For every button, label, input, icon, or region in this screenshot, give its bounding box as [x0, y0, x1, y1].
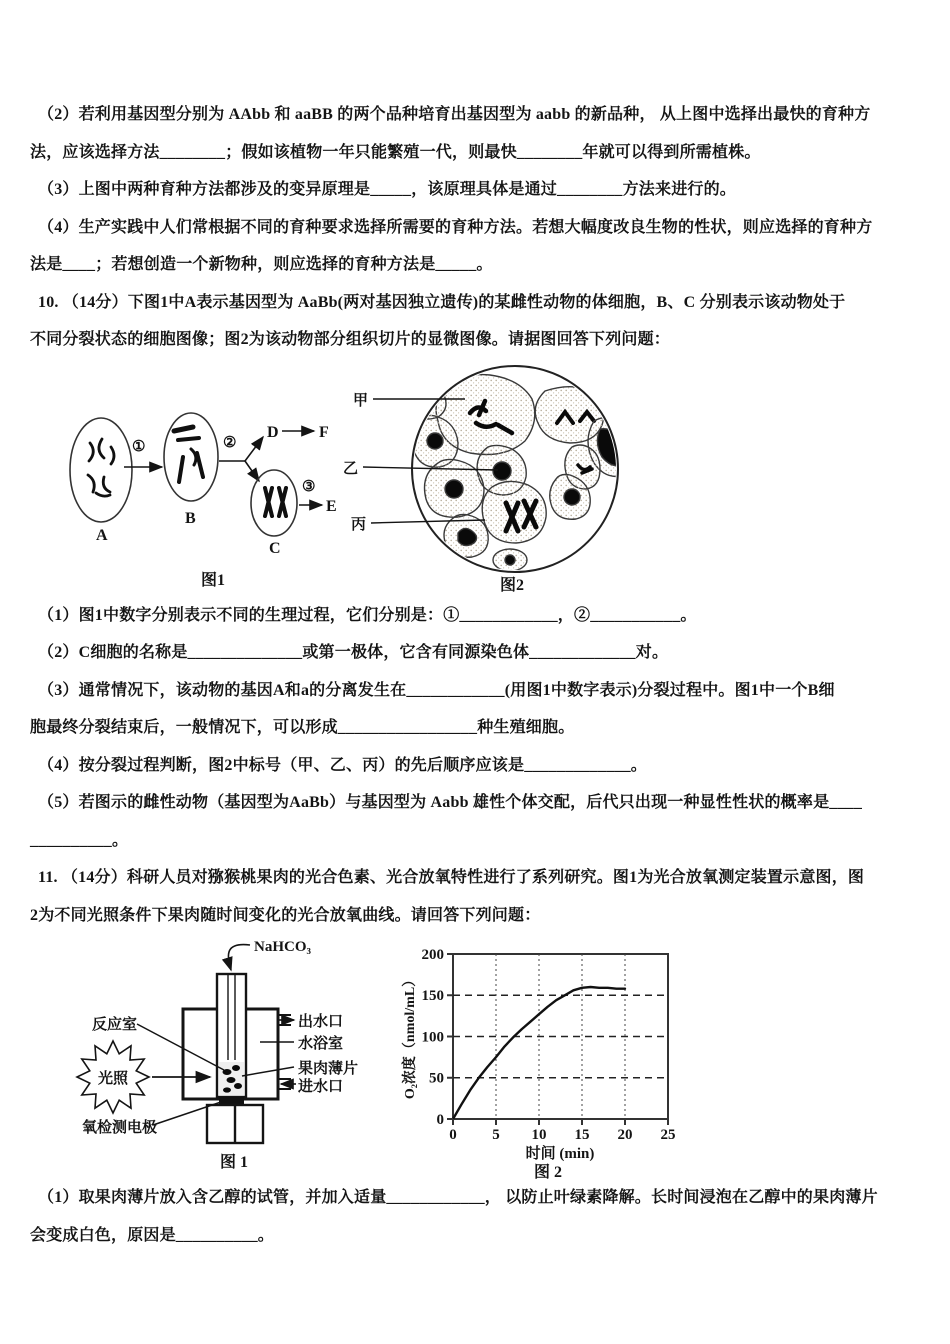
- node-f-label: F: [319, 423, 329, 441]
- text-line: （2）若利用基因型分别为 AAbb 和 aaBB 的两个品种培育出基因型为 aabb 的新品种， 从上图中选择出最快的育种方: [38, 106, 871, 123]
- axis-ticks: [447, 954, 668, 1125]
- text-line: （3）通常情况下，该动物的基因A和a的分离发生在____________(用图1中数字表示)分裂过程中。图1中一个B细: [38, 681, 835, 699]
- outlet-label: 出水口: [298, 1014, 344, 1030]
- text-line: 胞最终分裂结束后，一般情况下，可以形成_________________种生殖细胞。: [30, 719, 575, 736]
- nucleus: [505, 555, 515, 565]
- cell-b-label: B: [185, 509, 196, 527]
- chart-caption: 图 2: [533, 1164, 563, 1179]
- tetrad-chromosomes: [265, 488, 286, 516]
- light-label: 光照: [97, 1071, 129, 1087]
- cell-c: [251, 470, 297, 557]
- chromosomes: [174, 427, 203, 482]
- apparatus-caption: 图 1: [220, 1154, 249, 1171]
- x-tick-labels: [449, 1127, 675, 1143]
- photosynthesis-apparatus-diagram: [58, 934, 388, 1179]
- y-tick-labels: [422, 947, 445, 1128]
- svg-text:25: 25: [660, 1127, 676, 1143]
- node-e-label: E: [326, 497, 337, 515]
- figure-row-q11: [30, 934, 926, 1179]
- text-line: （3）上图中两种育种方法都涉及的变异原理是_____，该原理具体是通过________方法来进行的。: [38, 181, 737, 198]
- nahco3-arrow: [228, 945, 250, 970]
- tissue-cells: [412, 374, 638, 570]
- step-2-label: ②: [223, 434, 237, 451]
- x-axis-label: 时间 (min): [525, 1146, 595, 1162]
- svg-text:10: 10: [531, 1127, 547, 1143]
- step-2-fork: [219, 435, 263, 481]
- inlet-label: 进水口: [298, 1079, 344, 1095]
- text-line: （1）图1中数字分别表示不同的生理过程，它们分别是：①____________，②___________。: [38, 606, 697, 624]
- label-jia: 甲: [353, 392, 369, 409]
- text-line: 会变成白色，原因是__________。: [30, 1226, 275, 1244]
- reaction-chamber-label: 反应室: [92, 1017, 138, 1033]
- cell-a: [70, 418, 132, 544]
- text-line: 法，应该选择方法________；假如该植物一年只能繁殖一代，则最快________年就可以得到所需植株。: [30, 143, 761, 161]
- h-gridlines: [453, 995, 668, 1078]
- text-line: （4）按分裂过程判断，图2中标号（甲、乙、丙）的先后顺序应该是_____________。: [38, 756, 648, 774]
- fig1-caption: 图1: [201, 571, 226, 589]
- node-d-label: D: [267, 423, 279, 441]
- reaction-tube: [217, 974, 246, 1105]
- question-11-header: 11. （14分）科研人员对猕猴桃果肉的光合色素、光合放氧特性进行了系列研究。图1为光合放氧测定装置示意图，图: [38, 869, 865, 886]
- cell-division-diagram: [66, 385, 369, 597]
- step-3-arrow: [299, 479, 322, 505]
- nucleus: [445, 480, 463, 498]
- svg-text:50: 50: [429, 1070, 444, 1087]
- text-line: 2为不同光照条件下果肉随时间变化的光合放氧曲线。请回答下列问题：: [30, 906, 541, 924]
- text-line: （5）若图示的雌性动物（基因型为AaBb）与基因型为 Aabb 雄性个体交配，后代只出现一种显性性状的概率是____: [38, 794, 863, 811]
- text-line: （4）生产实践中人们常根据不同的育种要求选择所需要的育种方法。若想大幅度改良生物的性状，则应选择的育种方: [38, 218, 873, 236]
- svg-text:100: 100: [421, 1029, 444, 1046]
- microscope-view-diagram: [335, 359, 665, 597]
- svg-text:5: 5: [492, 1127, 500, 1143]
- svg-text:150: 150: [421, 988, 444, 1004]
- svg-text:0: 0: [449, 1127, 457, 1143]
- text-line: __________。: [30, 831, 129, 849]
- svg-text:200: 200: [421, 947, 444, 963]
- cell-b: [164, 413, 218, 527]
- stand: [207, 1105, 263, 1143]
- oxygen-release-chart: [398, 934, 698, 1179]
- label-yi: 乙: [343, 460, 359, 477]
- nucleus: [493, 462, 511, 480]
- text-line: （2）C细胞的名称是______________或第一极体，它含有同源染色体_____________对。: [38, 644, 669, 661]
- light-starburst: [77, 1041, 149, 1113]
- chromosomes: [88, 439, 114, 496]
- label-bing: 丙: [351, 516, 367, 533]
- figure-row-q10: [30, 359, 926, 597]
- cell-c-label: C: [269, 539, 281, 557]
- svg-text:15: 15: [574, 1127, 590, 1143]
- nucleus: [564, 489, 580, 505]
- cell-a-label: A: [96, 526, 108, 544]
- text-line: 不同分裂状态的细胞图像；图2为该动物部分组织切片的显微图像。请据图回答下列问题：: [30, 331, 671, 348]
- water-bath-label: 水浴室: [298, 1036, 344, 1052]
- nahco3-label: NaHCO₃: [254, 939, 311, 955]
- svg-text:20: 20: [617, 1127, 633, 1143]
- step-1-label: ①: [132, 438, 146, 455]
- fruit-slice-label: 果肉薄片: [298, 1061, 359, 1077]
- step-3-label: ③: [302, 478, 316, 495]
- leader-lines: [137, 1024, 294, 1125]
- question-10-header: 10. （14分）下图1中A表示基因型为 AaBb(两对基因独立遗传)的某雌性动物的体细胞，B、C 分别表示该动物处于: [38, 293, 846, 311]
- fig2-caption: 图2: [500, 576, 525, 594]
- electrode-label: 氧检测电极: [82, 1120, 158, 1136]
- text-line: （1）取果肉薄片放入含乙醇的试管，并加入适量____________， 以防止叶绿素降解。长时间浸泡在乙醇中的果肉薄片: [38, 1189, 878, 1206]
- nucleus: [427, 433, 443, 449]
- svg-text:0: 0: [436, 1112, 444, 1128]
- text-line: 法是____；若想创造一个新物种，则应选择的育种方法是_____。: [30, 256, 493, 273]
- y-axis-label: O₂浓度（nmol/mL）: [403, 972, 418, 1100]
